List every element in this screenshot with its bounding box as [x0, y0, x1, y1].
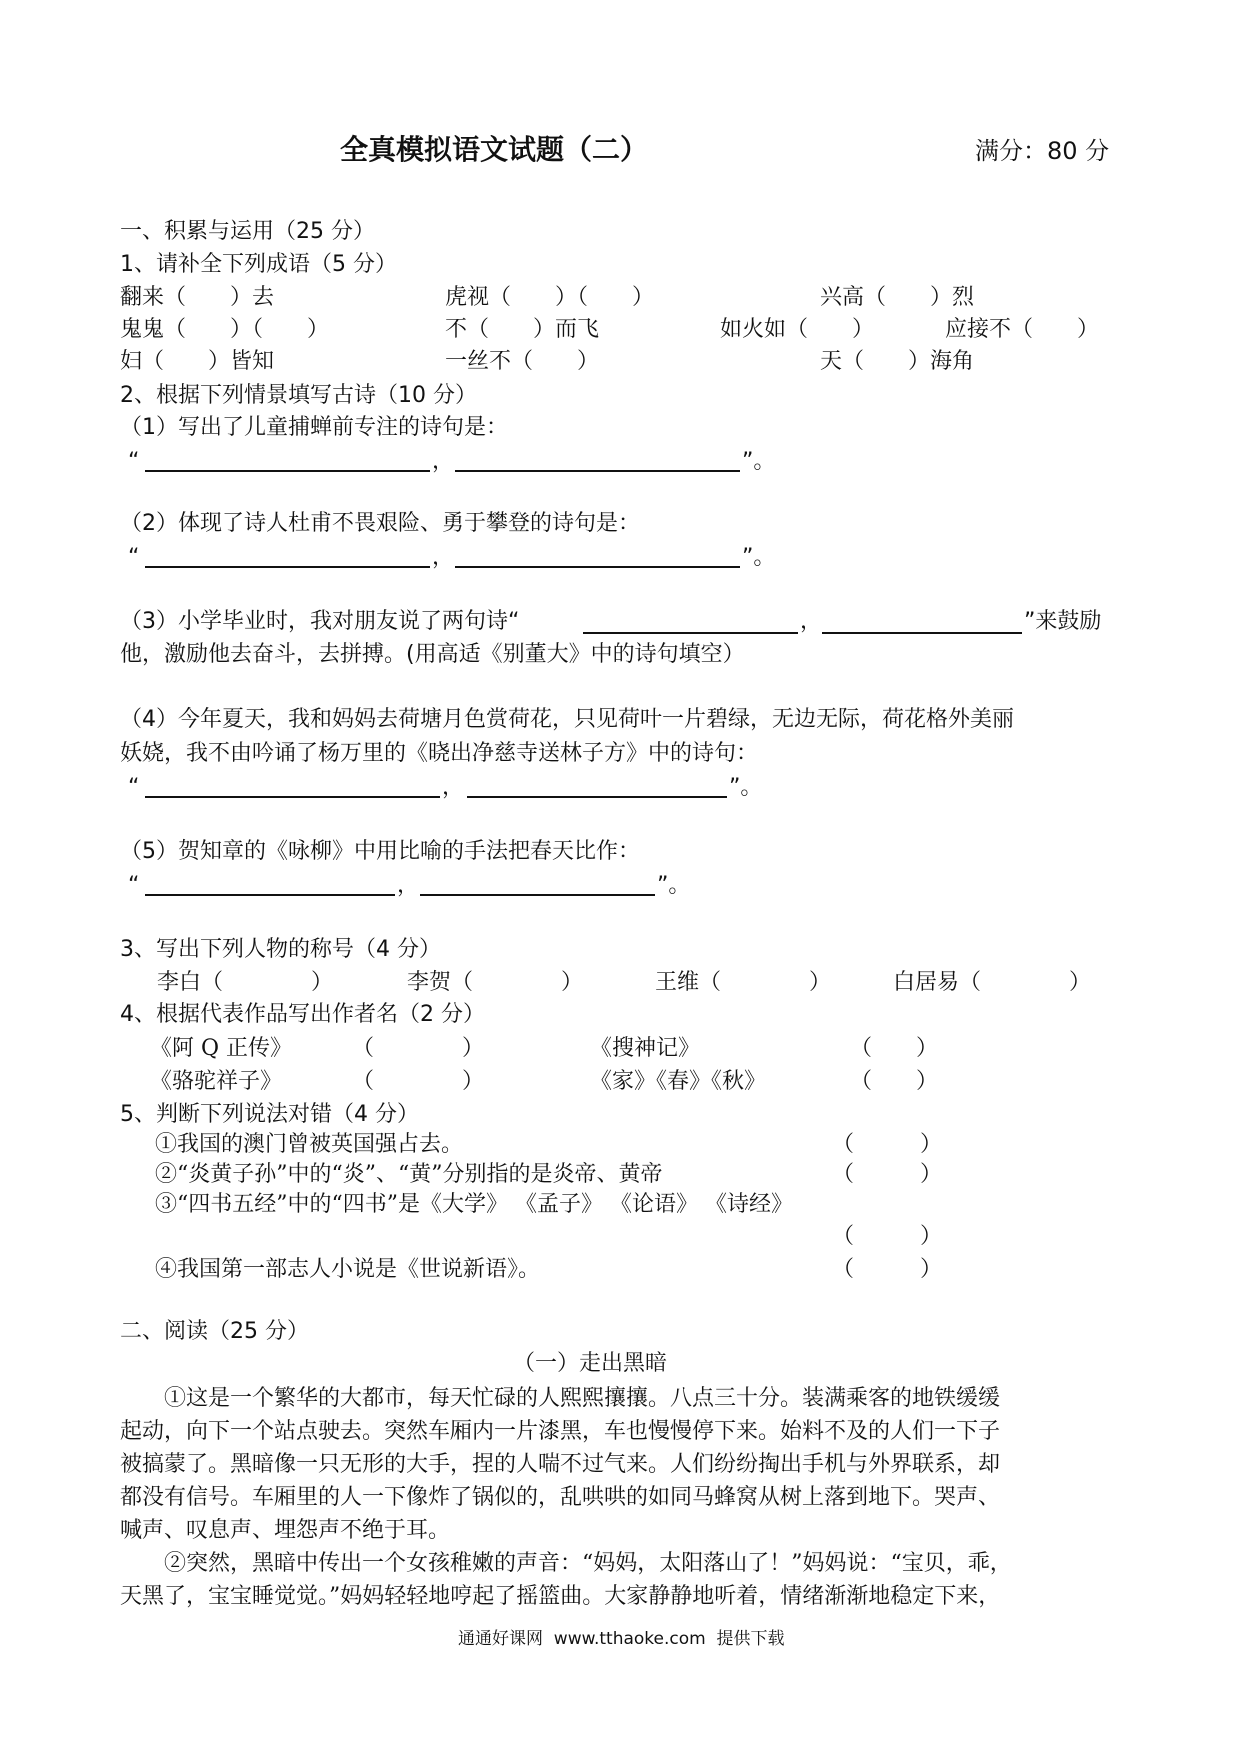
open-quote: “ — [128, 545, 140, 570]
idiom-item: 妇（ ）皆知 — [120, 349, 275, 374]
idiom-item: 虎视（ ）（ ） — [445, 285, 655, 310]
answer-blank[interactable] — [455, 566, 740, 568]
idiom-item: 兴高（ ）烈 — [820, 285, 975, 310]
q2-part3-tail: ”来鼓励 — [1024, 609, 1102, 634]
passage-line: 天黑了，宝宝睡觉觉。”妈妈轻轻地哼起了摇篮曲。大家静静地听着，情绪渐渐地稳定下来， — [120, 1584, 1001, 1609]
work-title: 《骆驼祥子》 — [150, 1069, 283, 1094]
judge-statement: ②“炎黄子孙”中的“炎”、“黄”分别指的是炎帝、黄帝 — [155, 1162, 663, 1187]
idiom-item: 应接不（ ） — [945, 317, 1100, 342]
q2-part5: （5）贺知章的《咏柳》中用比喻的手法把春天比作： — [120, 839, 640, 864]
footer-credit: 通通好课网 www.tthaoke.com 提供下载 — [458, 1629, 785, 1649]
passage-title: （一）走出黑暗 — [513, 1351, 668, 1376]
answer-blank[interactable] — [420, 894, 655, 896]
close-quote: ”。 — [742, 449, 776, 474]
answer-blank[interactable] — [145, 894, 395, 896]
q2-title: 2、根据下列情景填写古诗（10 分） — [120, 383, 477, 408]
title-item: 王维（ ） — [655, 970, 832, 995]
section1-heading: 一、积累与运用（25 分） — [120, 219, 375, 244]
page-title: 全真模拟语文试题（二） — [340, 133, 649, 166]
open-quote: “ — [128, 449, 140, 474]
open-quote: “ — [128, 775, 140, 800]
comma: ， — [432, 449, 455, 474]
idiom-item: 鬼鬼（ ）（ ） — [120, 317, 330, 342]
answer-blank[interactable] — [455, 470, 740, 472]
author-paren: （ ） — [850, 1069, 939, 1094]
answer-blank[interactable] — [145, 566, 430, 568]
passage-line: 起动，向下一个站点驶去。突然车厢内一片漆黑，车也慢慢停下来。始料不及的人们一下子 — [120, 1419, 1001, 1444]
comma: ， — [397, 873, 420, 898]
judge-paren: （ ） — [832, 1162, 943, 1187]
q2-part4-line2: 妖娆，我不由吟诵了杨万里的《晓出净慈寺送林子方》中的诗句： — [120, 741, 759, 766]
full-score: 满分：80 分 — [975, 137, 1110, 165]
answer-blank[interactable] — [467, 796, 727, 798]
author-paren: （ ） — [352, 1036, 485, 1061]
passage-line: 被搞蒙了。黑暗像一只无形的大手，捏的人喘不过气来。人们纷纷掏出手机与外界联系，却 — [120, 1452, 1001, 1477]
idiom-item: 天（ ）海角 — [820, 349, 975, 374]
judge-paren: （ ） — [832, 1132, 943, 1157]
q2-part3-text: （3）小学毕业时，我对朋友说了两句诗“ — [120, 609, 520, 634]
work-title: 《阿 Q 正传》 — [150, 1036, 293, 1061]
close-quote: ”。 — [657, 873, 691, 898]
passage-line: 都没有信号。车厢里的人一下像炸了锅似的，乱哄哄的如同马蜂窝从树上落到地下。哭声、 — [120, 1485, 1001, 1510]
title-item: 李白（ ） — [157, 970, 334, 995]
idiom-item: 翻来（ ）去 — [120, 285, 275, 310]
answer-blank[interactable] — [583, 632, 798, 634]
judge-paren: （ ） — [832, 1257, 943, 1282]
judge-statement: ③“四书五经”中的“四书”是《大学》 《孟子》 《论语》 《诗经》 — [155, 1192, 793, 1217]
comma: ， — [442, 775, 465, 800]
q3-title: 3、写出下列人物的称号（4 分） — [120, 937, 441, 962]
author-paren: （ ） — [352, 1069, 485, 1094]
passage-line: ②突然，黑暗中传出一个女孩稚嫩的声音：“妈妈，太阳落山了！”妈妈说：“宝贝，乖， — [164, 1551, 1012, 1576]
passage-line: ①这是一个繁华的大都市，每天忙碌的人熙熙攘攘。八点三十分。装满乘客的地铁缓缓 — [164, 1386, 1001, 1411]
q4-title: 4、根据代表作品写出作者名（2 分） — [120, 1002, 485, 1027]
passage-paragraph-2 — [120, 1547, 1125, 1613]
section2-heading: 二、阅读（25 分） — [120, 1319, 309, 1344]
idiom-item: 不（ ）而飞 — [445, 317, 600, 342]
comma: ， — [432, 545, 455, 570]
comma: ， — [800, 609, 823, 634]
q1-title: 1、请补全下列成语（5 分） — [120, 252, 397, 277]
title-item: 白居易（ ） — [893, 970, 1092, 995]
q5-title: 5、判断下列说法对错（4 分） — [120, 1102, 419, 1127]
judge-paren: （ ） — [832, 1224, 943, 1249]
answer-blank[interactable] — [822, 632, 1022, 634]
judge-statement: ①我国的澳门曾被英国强占去。 — [155, 1132, 464, 1157]
q2-part4-line1: （4）今年夏天，我和妈妈去荷塘月色赏荷花，只见荷叶一片碧绿，无边无际，荷花格外美丽 — [120, 707, 1015, 732]
passage-line: 喊声、叹息声、埋怨声不绝于耳。 — [120, 1518, 451, 1543]
q2-part3-line2: 他，激励他去奋斗，去拼搏。(用高适《别董大》中的诗句填空） — [120, 642, 745, 667]
title-item: 李贺（ ） — [407, 970, 584, 995]
q2-part2: （2）体现了诗人杜甫不畏艰险、勇于攀登的诗句是： — [120, 511, 640, 536]
author-paren: （ ） — [850, 1036, 939, 1061]
answer-blank[interactable] — [145, 796, 440, 798]
judge-statement: ④我国第一部志人小说是《世说新语》。 — [155, 1257, 541, 1282]
idiom-item: 如火如（ ） — [720, 317, 875, 342]
work-title: 《家》《春》《秋》 — [590, 1069, 767, 1094]
close-quote: ”。 — [729, 775, 763, 800]
passage-paragraph-1 — [120, 1382, 1125, 1547]
work-title: 《搜神记》 — [590, 1036, 701, 1061]
open-quote: “ — [128, 873, 140, 898]
answer-blank[interactable] — [145, 470, 430, 472]
q2-part1: （1）写出了儿童捕蝉前专注的诗句是： — [120, 415, 508, 440]
close-quote: ”。 — [742, 545, 776, 570]
idiom-item: 一丝不（ ） — [445, 349, 600, 374]
